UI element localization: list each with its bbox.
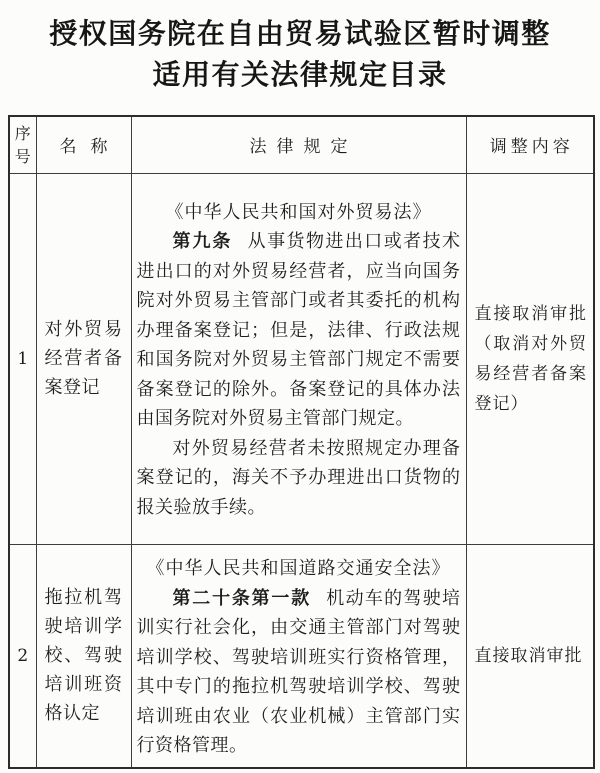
row-1-adjustment-cell xyxy=(466,173,594,544)
row-2-law-title: 《中华人民共和国道路交通安全法》 xyxy=(146,558,451,579)
row-2-name-cell xyxy=(36,544,131,768)
row-1-law-title: 《中华人民共和国对外贸易法》 xyxy=(165,201,432,223)
row-2-adjustment: 直接取消审批 xyxy=(474,645,583,666)
row-1-legal-text xyxy=(132,189,466,529)
row-2-index-cell xyxy=(9,544,36,768)
row-2-legal-text xyxy=(132,545,466,767)
row-2-article-paragraph xyxy=(137,584,461,761)
table-header-row xyxy=(9,116,594,173)
row-2-legal-cell xyxy=(131,544,466,768)
column-header-name-label: 名称 xyxy=(59,137,122,158)
row-2-article-label: 第二十条第一款 xyxy=(172,587,311,609)
row-1-article-paragraph xyxy=(137,227,461,434)
row-2-index: 2 xyxy=(17,645,29,666)
row-1-name-cell xyxy=(36,173,131,544)
row-1-adjustment: 直接取消审批（取消对外贸易经营者备案登记） xyxy=(474,303,587,414)
row-1-legal-cell xyxy=(131,173,466,544)
row-2-article-text: 机动车的驾驶培训实行社会化，由交通主管部门对驾驶培训学校、驾驶培训班实行资格管理，其中专门的拖拉机驾驶培训学校、驾驶培训班由农业（农业机械）主管部门实行资格管理。 xyxy=(136,587,461,756)
column-header-index xyxy=(9,116,36,173)
column-header-adjustment-label: 调整内容 xyxy=(489,137,574,158)
row-1-index: 1 xyxy=(17,348,29,369)
document-title-line-1: 授权国务院在自由贸易试验区暂时调整 xyxy=(49,17,551,50)
row-2-adjustment-cell xyxy=(466,544,594,768)
table-row-2 xyxy=(9,544,594,768)
document-title-line-2: 适用有关法律规定目录 xyxy=(152,58,448,91)
row-1-supplement-paragraph: 对外贸易经营者未按照规定办理备案登记的，海关不予办理进出口货物的报关验放手续。 xyxy=(136,437,461,518)
column-header-legal-label: 法律规定 xyxy=(249,137,358,158)
law-catalog-table xyxy=(8,115,595,769)
column-header-adjustment xyxy=(466,116,594,173)
row-1-article-text: 从事货物进出口或者技术进出口的对外贸易经营者，应当向国务院对外贸易主管部门或者其委托的机构办理备案登记；但是，法律、行政法规和国务院对外贸易主管部门规定不需要备案登记的除外。备案登记的具体办法由国务院对外贸易主管部门规定。 xyxy=(136,231,461,430)
row-1-article-label: 第九条 xyxy=(172,231,233,253)
column-header-name xyxy=(36,116,131,173)
column-header-legal xyxy=(131,116,466,173)
table-row-1 xyxy=(9,173,594,544)
row-1-index-cell xyxy=(9,173,36,544)
column-header-index-label: 序号 xyxy=(14,123,31,166)
row-1-name: 对外贸易经营者备案登记 xyxy=(44,319,123,398)
row-2-name: 拖拉机驾驶培训学校、驾驶培训班资格认定 xyxy=(44,587,123,725)
document-title xyxy=(0,13,600,95)
